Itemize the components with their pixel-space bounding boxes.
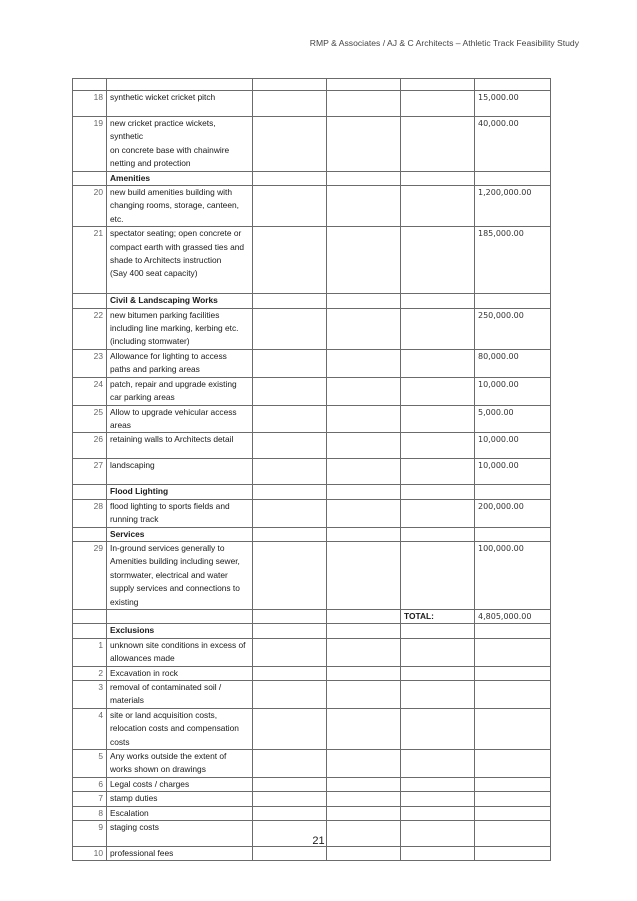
amount-cell bbox=[475, 792, 551, 806]
empty-cell bbox=[253, 666, 327, 680]
total-label-cell bbox=[401, 541, 475, 609]
amount-cell bbox=[475, 527, 551, 541]
table-row bbox=[73, 433, 551, 459]
empty-cell bbox=[253, 847, 327, 861]
empty-cell bbox=[253, 792, 327, 806]
description-cell: Legal costs / charges bbox=[107, 777, 253, 791]
item-number-cell: 1 bbox=[73, 638, 107, 666]
section-heading-row bbox=[73, 485, 551, 499]
description-cell: staging costs bbox=[107, 821, 253, 847]
table-row bbox=[73, 186, 551, 227]
item-number-cell: 6 bbox=[73, 777, 107, 791]
empty-cell bbox=[327, 541, 401, 609]
item-number-cell: 7 bbox=[73, 792, 107, 806]
section-heading-row bbox=[73, 171, 551, 185]
total-label-cell bbox=[401, 405, 475, 433]
amount-cell bbox=[475, 777, 551, 791]
item-number-cell: 8 bbox=[73, 806, 107, 820]
table-row bbox=[73, 666, 551, 680]
empty-cell bbox=[327, 227, 401, 294]
amount-cell: 185,000.00 bbox=[475, 227, 551, 294]
description-cell: retaining walls to Architects detail bbox=[107, 433, 253, 459]
empty-cell bbox=[253, 459, 327, 485]
description-cell: spectator seating; open concrete or compact earth with grassed ties and shade to Architects instruction (Say 400 seat capacity) bbox=[107, 227, 253, 294]
description-cell: Any works outside the extent of works shown on drawings bbox=[107, 750, 253, 778]
table-row bbox=[73, 377, 551, 405]
empty-cell bbox=[327, 792, 401, 806]
empty-cell bbox=[327, 681, 401, 709]
amount-cell: 200,000.00 bbox=[475, 499, 551, 527]
empty-cell bbox=[327, 117, 401, 172]
amount-cell bbox=[475, 638, 551, 666]
total-label-cell bbox=[401, 666, 475, 680]
empty-cell bbox=[253, 186, 327, 227]
amount-cell: 5,000.00 bbox=[475, 405, 551, 433]
table-row bbox=[73, 806, 551, 820]
table-row bbox=[73, 792, 551, 806]
description-cell: new bitumen parking facilities including line marking, kerbing etc. (including stomwater) bbox=[107, 308, 253, 349]
item-number-cell: 22 bbox=[73, 308, 107, 349]
description-cell: Allow to upgrade vehicular access areas bbox=[107, 405, 253, 433]
description-cell: Flood Lighting bbox=[107, 485, 253, 499]
total-row bbox=[73, 609, 551, 623]
item-number-cell bbox=[73, 294, 107, 308]
amount-cell bbox=[475, 666, 551, 680]
total-label-cell bbox=[401, 227, 475, 294]
table-row bbox=[73, 405, 551, 433]
empty-cell bbox=[327, 91, 401, 117]
amount-cell: 250,000.00 bbox=[475, 308, 551, 349]
empty-cell bbox=[253, 527, 327, 541]
empty-cell bbox=[327, 806, 401, 820]
description-cell: site or land acquisition costs, relocation costs and compensation costs bbox=[107, 708, 253, 749]
description-cell: In-ground services generally to Amenities building including sewer, stormwater, electrical and water supply services and connections to existing bbox=[107, 541, 253, 609]
amount-cell bbox=[475, 294, 551, 308]
amount-cell: 10,000.00 bbox=[475, 377, 551, 405]
item-number-cell bbox=[73, 527, 107, 541]
amount-cell: 10,000.00 bbox=[475, 459, 551, 485]
empty-cell bbox=[327, 485, 401, 499]
empty-cell bbox=[253, 171, 327, 185]
amount-cell: 40,000.00 bbox=[475, 117, 551, 172]
empty-cell bbox=[327, 433, 401, 459]
total-label-cell bbox=[401, 91, 475, 117]
description-cell bbox=[107, 79, 253, 91]
total-label-cell bbox=[401, 433, 475, 459]
empty-cell bbox=[253, 638, 327, 666]
table-row bbox=[73, 750, 551, 778]
table-row bbox=[73, 349, 551, 377]
description-cell: synthetic wicket cricket pitch bbox=[107, 91, 253, 117]
table-row bbox=[73, 638, 551, 666]
item-number-cell: 2 bbox=[73, 666, 107, 680]
item-number-cell: 18 bbox=[73, 91, 107, 117]
amount-cell bbox=[475, 708, 551, 749]
description-cell: flood lighting to sports fields and running track bbox=[107, 499, 253, 527]
item-number-cell: 20 bbox=[73, 186, 107, 227]
table-row bbox=[73, 499, 551, 527]
section-heading-row bbox=[73, 294, 551, 308]
total-label-cell bbox=[401, 79, 475, 91]
total-label-cell: TOTAL: bbox=[401, 609, 475, 623]
table-row bbox=[73, 847, 551, 861]
total-label-cell bbox=[401, 377, 475, 405]
description-cell: Amenities bbox=[107, 171, 253, 185]
item-number-cell: 10 bbox=[73, 847, 107, 861]
description-cell: removal of contaminated soil / materials bbox=[107, 681, 253, 709]
total-label-cell bbox=[401, 499, 475, 527]
empty-cell bbox=[327, 527, 401, 541]
item-number-cell: 19 bbox=[73, 117, 107, 172]
empty-cell bbox=[253, 117, 327, 172]
empty-cell bbox=[253, 499, 327, 527]
empty-cell bbox=[253, 79, 327, 91]
section-heading-row bbox=[73, 624, 551, 638]
item-number-cell: 28 bbox=[73, 499, 107, 527]
table-row bbox=[73, 708, 551, 749]
empty-cell bbox=[253, 681, 327, 709]
empty-cell bbox=[327, 79, 401, 91]
item-number-cell bbox=[73, 79, 107, 91]
amount-cell: 100,000.00 bbox=[475, 541, 551, 609]
amount-cell: 1,200,000.00 bbox=[475, 186, 551, 227]
total-label-cell bbox=[401, 308, 475, 349]
amount-cell bbox=[475, 79, 551, 91]
empty-cell bbox=[327, 847, 401, 861]
item-number-cell bbox=[73, 624, 107, 638]
table-row bbox=[73, 117, 551, 172]
empty-cell bbox=[253, 609, 327, 623]
total-label-cell bbox=[401, 806, 475, 820]
item-number-cell: 3 bbox=[73, 681, 107, 709]
empty-cell bbox=[327, 308, 401, 349]
item-number-cell: 23 bbox=[73, 349, 107, 377]
empty-cell bbox=[327, 459, 401, 485]
amount-cell bbox=[475, 806, 551, 820]
empty-cell bbox=[253, 294, 327, 308]
item-number-cell: 4 bbox=[73, 708, 107, 749]
empty-cell bbox=[253, 308, 327, 349]
item-number-cell: 9 bbox=[73, 821, 107, 847]
empty-cell bbox=[253, 541, 327, 609]
description-cell: Civil & Landscaping Works bbox=[107, 294, 253, 308]
description-cell: landscaping bbox=[107, 459, 253, 485]
total-label-cell bbox=[401, 624, 475, 638]
empty-cell bbox=[253, 777, 327, 791]
empty-cell bbox=[253, 349, 327, 377]
total-label-cell bbox=[401, 638, 475, 666]
description-cell: professional fees bbox=[107, 847, 253, 861]
table-row bbox=[73, 91, 551, 117]
empty-cell bbox=[253, 377, 327, 405]
empty-cell bbox=[327, 186, 401, 227]
empty-cell bbox=[327, 499, 401, 527]
empty-cell bbox=[253, 405, 327, 433]
total-label-cell bbox=[401, 777, 475, 791]
item-number-cell: 29 bbox=[73, 541, 107, 609]
empty-cell bbox=[253, 485, 327, 499]
item-number-cell bbox=[73, 609, 107, 623]
empty-cell bbox=[253, 750, 327, 778]
table-row bbox=[73, 79, 551, 91]
empty-cell bbox=[327, 638, 401, 666]
item-number-cell: 24 bbox=[73, 377, 107, 405]
total-label-cell bbox=[401, 847, 475, 861]
total-label-cell bbox=[401, 171, 475, 185]
amount-cell bbox=[475, 485, 551, 499]
description-cell: Allowance for lighting to access paths and parking areas bbox=[107, 349, 253, 377]
item-number-cell bbox=[73, 485, 107, 499]
total-label-cell bbox=[401, 792, 475, 806]
empty-cell bbox=[327, 349, 401, 377]
table-row bbox=[73, 308, 551, 349]
amount-cell: 10,000.00 bbox=[475, 433, 551, 459]
description-cell: patch, repair and upgrade existing car parking areas bbox=[107, 377, 253, 405]
empty-cell bbox=[253, 806, 327, 820]
empty-cell bbox=[253, 227, 327, 294]
description-cell: new build amenities building with changing rooms, storage, canteen, etc. bbox=[107, 186, 253, 227]
item-number-cell: 27 bbox=[73, 459, 107, 485]
description-cell: unknown site conditions in excess of allowances made bbox=[107, 638, 253, 666]
item-number-cell: 26 bbox=[73, 433, 107, 459]
amount-cell bbox=[475, 171, 551, 185]
amount-cell bbox=[475, 624, 551, 638]
amount-cell: 80,000.00 bbox=[475, 349, 551, 377]
page-number: 21 bbox=[312, 835, 325, 847]
empty-cell bbox=[327, 750, 401, 778]
table-row bbox=[73, 227, 551, 294]
amount-cell bbox=[475, 750, 551, 778]
empty-cell bbox=[327, 377, 401, 405]
item-number-cell bbox=[73, 171, 107, 185]
amount-cell: 15,000.00 bbox=[475, 91, 551, 117]
total-label-cell bbox=[401, 485, 475, 499]
description-cell bbox=[107, 609, 253, 623]
empty-cell bbox=[327, 405, 401, 433]
empty-cell bbox=[253, 433, 327, 459]
amount-cell bbox=[475, 847, 551, 861]
total-label-cell bbox=[401, 681, 475, 709]
description-cell: new cricket practice wickets, synthetic on concrete base with chainwire netting and protection bbox=[107, 117, 253, 172]
empty-cell bbox=[327, 294, 401, 308]
total-label-cell bbox=[401, 459, 475, 485]
cost-estimate-table bbox=[72, 78, 551, 861]
section-heading-row bbox=[73, 527, 551, 541]
table-row bbox=[73, 777, 551, 791]
empty-cell bbox=[327, 708, 401, 749]
empty-cell bbox=[253, 624, 327, 638]
empty-cell bbox=[253, 708, 327, 749]
table-row bbox=[73, 541, 551, 609]
table-row bbox=[73, 681, 551, 709]
total-label-cell bbox=[401, 750, 475, 778]
empty-cell bbox=[327, 666, 401, 680]
item-number-cell: 5 bbox=[73, 750, 107, 778]
amount-cell bbox=[475, 681, 551, 709]
item-number-cell: 21 bbox=[73, 227, 107, 294]
total-label-cell bbox=[401, 117, 475, 172]
description-cell: Exclusions bbox=[107, 624, 253, 638]
empty-cell bbox=[327, 609, 401, 623]
total-label-cell bbox=[401, 294, 475, 308]
table-row bbox=[73, 459, 551, 485]
total-label-cell bbox=[401, 186, 475, 227]
empty-cell bbox=[327, 624, 401, 638]
description-cell: Escalation bbox=[107, 806, 253, 820]
description-cell: Excavation in rock bbox=[107, 666, 253, 680]
amount-cell: 4,805,000.00 bbox=[475, 609, 551, 623]
page-header: RMP & Associates / AJ & C Architects – Athletic Track Feasibility Study bbox=[309, 38, 579, 48]
total-label-cell bbox=[401, 708, 475, 749]
total-label-cell bbox=[401, 527, 475, 541]
description-cell: Services bbox=[107, 527, 253, 541]
empty-cell bbox=[253, 91, 327, 117]
empty-cell bbox=[327, 777, 401, 791]
description-cell: stamp duties bbox=[107, 792, 253, 806]
total-label-cell bbox=[401, 349, 475, 377]
item-number-cell: 25 bbox=[73, 405, 107, 433]
empty-cell bbox=[327, 171, 401, 185]
